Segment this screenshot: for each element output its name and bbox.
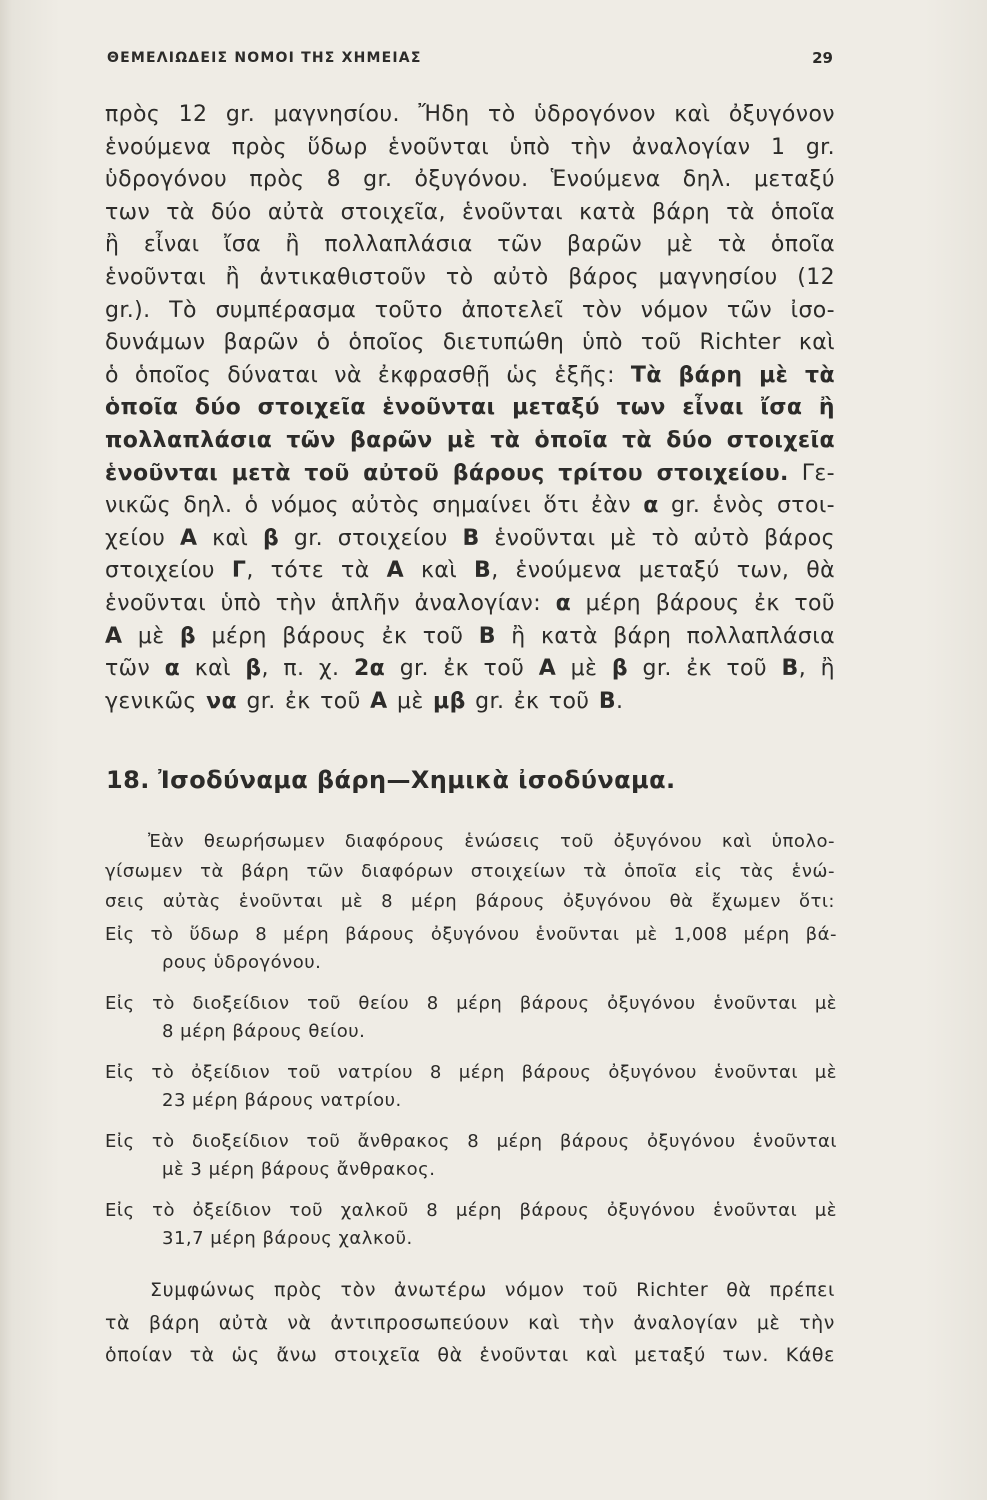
text-line	[105, 262, 835, 295]
text-line: γίσωμεν τὰ βάρη τῶν διαφόρων στοιχείων τὰ ὁποῖα εἰς τὰς ἑνώ-	[105, 861, 835, 882]
text-line: σεις αὐτὰς ἑνοῦνται μὲ 8 μέρη βάρους ὀξυγόνου θὰ ἔχωμεν ὅτι:	[105, 891, 835, 912]
text-line	[105, 621, 835, 654]
text-run: ἑνοῦνται ἢ ἀντικαθιστοῦν τὸ αὐτὸ βάρος μαγνησίου (12	[105, 264, 835, 290]
variable-symbol: Β	[462, 525, 480, 551]
list-item-line: Εἰς τὸ ὀξείδιον τοῦ νατρίου 8 μέρη βάρους ὀξυγόνου ἑνοῦνται μὲ	[105, 1062, 837, 1083]
variable-symbol: β	[179, 623, 197, 649]
text-line	[105, 425, 835, 458]
page-number: 29	[812, 49, 833, 67]
text-run: μὲ	[122, 623, 180, 649]
text-line	[105, 132, 835, 165]
text-run: καὶ	[404, 558, 475, 584]
text-line	[105, 588, 835, 621]
text-line	[105, 327, 835, 360]
section-number: 18.	[106, 766, 150, 794]
list-item-continuation: 31,7 μέρη βάρους χαλκοῦ.	[162, 1228, 413, 1249]
list-item-continuation: μὲ 3 μέρη βάρους ἄνθρακος.	[162, 1159, 436, 1180]
law-statement-run: Τὰ βάρη μὲ τὰ	[630, 362, 835, 388]
running-title: ΘΕΜΕΛΙΩΔΕΙΣ ΝΟΜΟΙ ΤΗΣ ΧΗΜΕΙΑΣ	[107, 50, 422, 66]
text-line	[105, 164, 835, 197]
equivalents-list	[105, 921, 837, 1266]
text-line	[105, 99, 835, 132]
text-run: gr.). Τὸ συμπέρασμα τοῦτο ἀποτελεῖ τὸν νόμον τῶν ἰσο-	[105, 297, 835, 323]
text-run: gr. ἑνὸς στοι-	[658, 493, 835, 519]
list-item-line: Εἰς τὸ ὕδωρ 8 μέρη βάρους ὀξυγόνου ἑνοῦνται μὲ 1,008 μέρη βά-	[105, 924, 837, 945]
text-run: gr. στοιχείου	[279, 525, 463, 551]
variable-symbol: β	[263, 525, 280, 551]
text-run: , τότε τὰ	[246, 558, 387, 584]
text-line	[105, 197, 835, 230]
list-item	[105, 1059, 837, 1115]
list-item-continuation: 23 μέρη βάρους νατρίου.	[162, 1090, 402, 1111]
variable-symbol: Α	[386, 558, 404, 584]
text-line: Συμφώνως πρὸς τὸν ἀνωτέρω νόμον τοῦ Richter θὰ πρέπει	[150, 1279, 835, 1301]
text-run: τῶν	[105, 656, 165, 682]
text-run: στοιχείου	[105, 558, 232, 584]
list-item	[105, 921, 837, 977]
text-line	[105, 653, 835, 686]
variable-symbol: Γ	[231, 558, 247, 584]
list-item-line: Εἰς τὸ ὀξείδιον τοῦ χαλκοῦ 8 μέρη βάρους ὀξυγόνου ἑνοῦνται μὲ	[105, 1200, 837, 1221]
intro-paragraph	[105, 827, 835, 917]
variable-symbol: μβ	[433, 688, 466, 714]
law-statement-run: ὁποῖα δύο στοιχεῖα ἑνοῦνται μεταξύ των εἶναι ἴσα ἢ	[105, 395, 835, 421]
text-run: ἑνοῦνται ὑπὸ τὴν ἁπλῆν ἀναλογίαν:	[105, 590, 556, 616]
text-run: χείου	[105, 525, 180, 551]
variable-symbol: Β	[478, 623, 496, 649]
variable-symbol: β	[245, 656, 262, 682]
list-item-continuation: ρους ὑδρογόνου.	[162, 952, 322, 973]
section-heading	[106, 762, 675, 798]
list-item-continuation: 8 μέρη βάρους θείου.	[162, 1021, 366, 1042]
law-statement-run: ἑνοῦνται μετὰ τοῦ αὐτοῦ βάρους τρίτου στοιχείου.	[105, 460, 789, 486]
text-line	[105, 229, 835, 262]
text-line: τὰ βάρη αὐτὰ νὰ ἀντιπροσωπεύουν καὶ τὴν ἀναλογίαν μὲ τὴν	[105, 1311, 835, 1334]
text-line	[105, 490, 835, 523]
text-line	[105, 392, 835, 425]
body-paragraph	[105, 99, 835, 718]
running-head	[107, 47, 833, 69]
text-run: ἢ κατὰ βάρη πολλαπλάσια	[495, 623, 835, 649]
variable-symbol: α	[643, 493, 659, 519]
text-line: Ἐὰν θεωρήσωμεν διαφόρους ἑνώσεις τοῦ ὀξυγόνου καὶ ὑπολο-	[148, 831, 835, 852]
text-run: μέρη βάρους ἐκ τοῦ	[571, 590, 835, 616]
list-item	[105, 990, 837, 1046]
variable-symbol: α	[555, 590, 572, 616]
text-run: νικῶς δηλ. ὁ νόμος αὐτὸς σημαίνει ὅτι ἐὰν	[105, 493, 644, 519]
text-run: ἢ εἶναι ἴσα ἢ πολλαπλάσια τῶν βαρῶν μὲ τὰ ὁποῖα	[105, 232, 835, 258]
text-run: Γε-	[788, 460, 836, 486]
variable-symbol: Α	[370, 688, 388, 714]
text-line	[105, 295, 835, 328]
variable-symbol: Α	[179, 525, 198, 551]
text-line	[105, 523, 835, 556]
list-item-line: Εἰς τὸ διοξείδιον τοῦ ἄνθρακος 8 μέρη βάρους ὀξυγόνου ἑνοῦνται	[105, 1131, 837, 1152]
text-run: καὶ	[180, 656, 246, 682]
text-run: , ἑνούμενα μεταξύ των, θὰ	[491, 558, 836, 584]
text-run: ἑνούμενα πρὸς ὕδωρ ἑνοῦνται ὑπὸ τὴν ἀναλογίαν 1 gr.	[105, 134, 835, 160]
list-item	[105, 1128, 837, 1184]
text-run: gr. ἐκ τοῦ	[465, 688, 599, 714]
variable-symbol: α	[164, 656, 181, 682]
text-line	[105, 360, 835, 393]
text-run: gr. ἐκ τοῦ	[628, 656, 782, 682]
closing-paragraph	[105, 1274, 835, 1372]
text-run: ἑνοῦνται μὲ τὸ αὐτὸ βάρος	[479, 525, 835, 551]
text-run: των τὰ δύο αὐτὰ στοιχεῖα, ἑνοῦνται κατὰ βάρη τὰ ὁποῖα	[105, 199, 835, 225]
text-line	[105, 686, 835, 719]
text-run: gr. ἐκ τοῦ	[237, 688, 371, 714]
variable-symbol: Α	[538, 656, 557, 682]
variable-symbol: β	[611, 656, 629, 682]
text-run: ὁ ὁποῖος δύναται νὰ ἐκφρασθῇ ὡς ἑξῆς:	[105, 362, 631, 388]
text-run: μέρη βάρους ἐκ τοῦ	[196, 623, 479, 649]
text-run: δυνάμων βαρῶν ὁ ὁποῖος διετυπώθη ὑπὸ τοῦ Richter καὶ	[105, 330, 835, 356]
list-item	[105, 1197, 837, 1253]
text-run: .	[616, 688, 624, 714]
text-run: γενικῶς	[105, 688, 207, 714]
text-run: , π. χ.	[261, 656, 354, 682]
text-line: ὁποίαν τὰ ὡς ἄνω στοιχεῖα θὰ ἑνοῦνται καὶ μεταξύ των. Κάθε	[105, 1344, 835, 1366]
text-run: πρὸς 12 gr. μαγνησίου. Ἤδη τὸ ὑδρογόνον καὶ ὀξυγόνον	[105, 102, 835, 127]
text-run: gr. ἐκ τοῦ	[385, 656, 539, 682]
list-item-line: Εἰς τὸ διοξείδιον τοῦ θείου 8 μέρη βάρους ὀξυγόνου ἑνοῦνται μὲ	[105, 993, 837, 1014]
text-run: μὲ	[387, 688, 434, 714]
text-run: μὲ	[556, 656, 612, 682]
variable-symbol: Β	[781, 656, 799, 682]
text-line	[105, 555, 835, 588]
variable-symbol: Α	[105, 623, 123, 649]
text-run: καὶ	[197, 525, 263, 551]
variable-symbol: να	[206, 688, 238, 714]
text-run: , ἢ	[798, 656, 835, 682]
text-run: ὑδρογόνου πρὸς 8 gr. ὀξυγόνου. Ἑνούμενα δηλ. μεταξύ	[105, 167, 835, 193]
law-statement-run: πολλαπλάσια τῶν βαρῶν μὲ τὰ ὁποῖα τὰ δύο στοιχεῖα	[105, 427, 835, 453]
variable-symbol: Β	[474, 558, 492, 584]
text-line	[105, 458, 835, 491]
section-title: Ἰσοδύναμα βάρη—Χημικὰ ἰσοδύναμα.	[158, 766, 676, 794]
variable-symbol: Β	[598, 688, 617, 714]
variable-symbol: 2α	[353, 656, 386, 682]
